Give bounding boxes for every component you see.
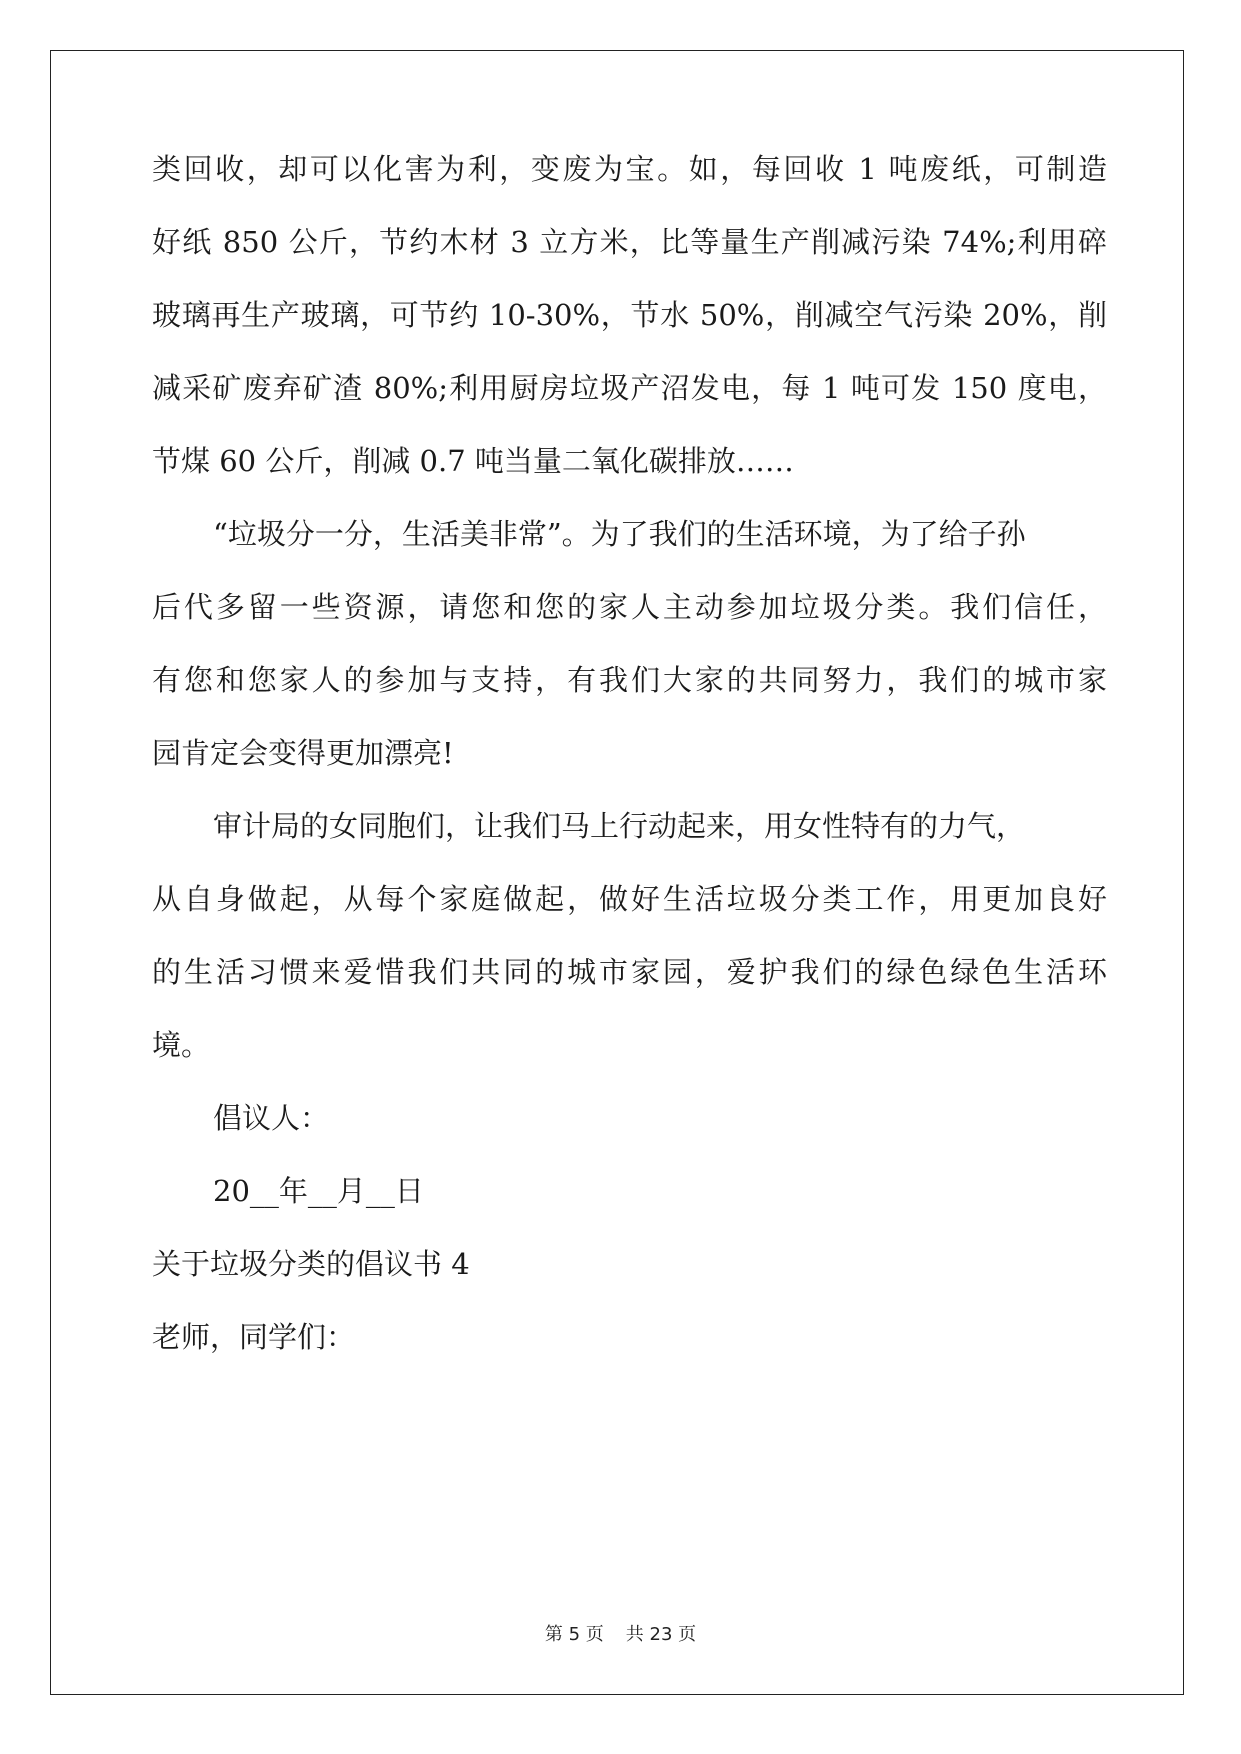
section-title: 关于垃圾分类的倡议书 4 [152, 1247, 470, 1281]
body-line: 减采矿废弃矿渣 80%;利用厨房垃圾产沼发电，每 1 吨可发 150 度电， [152, 371, 1107, 405]
body-line: 的生活习惯来爱惜我们共同的城市家园，爱护我们的绿色绿色生活环 [152, 955, 1107, 989]
date-line: 20__年__月__日 [213, 1174, 424, 1208]
body-line: 从自身做起，从每个家庭做起，做好生活垃圾分类工作，用更加良好 [152, 882, 1107, 916]
page-border [50, 50, 1184, 1695]
body-line: 玻璃再生产玻璃，可节约 10-30%，节水 50%，削减空气污染 20%，削 [152, 298, 1107, 332]
page-footer [0, 1620, 1241, 1646]
body-line: 后代多留一些资源，请您和您的家人主动参加垃圾分类。我们信任， [152, 590, 1107, 624]
paragraph-start: “垃圾分一分，生活美非常”。为了我们的生活环境，为了给子孙 [213, 517, 1026, 551]
salutation: 老师，同学们： [152, 1320, 356, 1354]
body-line: 节煤 60 公斤，削减 0.7 吨当量二氧化碳排放…… [152, 444, 794, 478]
body-line: 有您和您家人的参加与支持，有我们大家的共同努力，我们的城市家 [152, 663, 1107, 697]
body-line: 境。 [152, 1028, 211, 1062]
body-line: 好纸 850 公斤，节约木材 3 立方米，比等量生产削减污染 74%;利用碎 [152, 225, 1107, 259]
total-pages: 共 23 页 [625, 1624, 697, 1645]
current-page: 第 5 页 [544, 1624, 604, 1645]
signer-label: 倡议人： [213, 1101, 330, 1135]
body-line: 园肯定会变得更加漂亮! [152, 736, 454, 770]
body-line: 类回收，却可以化害为利，变废为宝。如，每回收 1 吨废纸，可制造 [152, 152, 1107, 186]
paragraph-start: 审计局的女同胞们，让我们马上行动起来，用女性特有的力气， [213, 809, 1026, 843]
